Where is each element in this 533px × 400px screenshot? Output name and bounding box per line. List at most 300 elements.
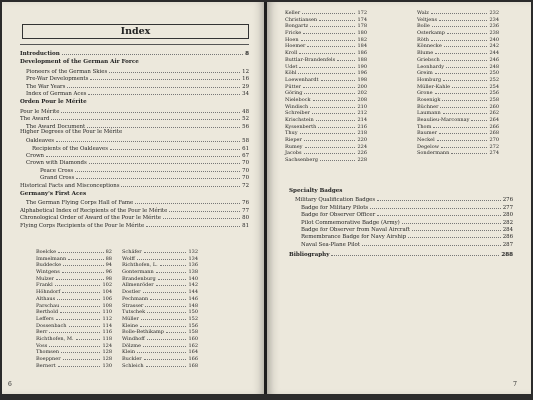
- dot-leader: [56, 314, 101, 320]
- entry-page-number: 110: [102, 309, 112, 316]
- entry-title: Schäfer: [122, 249, 142, 255]
- dot-leader: [402, 218, 501, 224]
- entry-title: Grand Cross: [40, 175, 75, 182]
- entry-title: Windhoff: [122, 335, 145, 342]
- dot-leader: [316, 115, 356, 121]
- entry-title: Hoemer: [285, 43, 306, 50]
- left-page: [2, 2, 265, 394]
- dot-leader: [303, 82, 356, 88]
- dot-leader: [51, 114, 240, 120]
- entry-title: Röth: [417, 36, 430, 43]
- dot-leader: [68, 254, 103, 260]
- dot-leader: [446, 62, 487, 68]
- entry-page-number: 186: [357, 50, 367, 57]
- entry-title: The Award Document: [26, 123, 86, 130]
- dot-leader: [302, 8, 355, 14]
- entry-title: Schleich: [122, 362, 144, 369]
- entry-title: Thom: [417, 123, 432, 130]
- entry-page-number: 34: [242, 90, 249, 97]
- dot-leader: [56, 136, 240, 142]
- dot-leader: [304, 148, 356, 154]
- entry-page-number: 196: [357, 70, 367, 77]
- entry-page-number: 172: [357, 10, 367, 16]
- entry-title: Remembrance Badge for Navy Airship: [301, 234, 407, 241]
- dot-leader: [143, 341, 187, 347]
- entry-title: Crown with Diamonds: [26, 160, 87, 167]
- entry-page-number: 96: [105, 269, 112, 276]
- entry-page-number: 148: [188, 302, 198, 309]
- index-entry: [289, 240, 513, 247]
- entry-page-number: 144: [188, 289, 198, 296]
- index-entry: [20, 99, 249, 106]
- dot-leader: [61, 301, 100, 307]
- dot-leader: [320, 155, 356, 161]
- dot-leader: [75, 166, 240, 172]
- index-entry: [20, 122, 249, 129]
- recipient-entry: [417, 15, 499, 22]
- entry-page-number: 61: [242, 145, 249, 152]
- index-entry: [20, 198, 249, 205]
- entry-title: Berthold: [36, 309, 59, 316]
- entry-page-number: 188: [357, 56, 367, 63]
- entry-page-number: 178: [357, 23, 367, 30]
- index-entry: [289, 232, 513, 239]
- entry-title: Griebsch: [417, 56, 440, 63]
- dot-leader: [443, 75, 487, 81]
- entry-page-number: 81: [242, 222, 249, 229]
- entry-title: Veltjens: [417, 16, 438, 23]
- dot-leader: [370, 203, 501, 209]
- entry-title: Laumann: [417, 110, 441, 117]
- index-entry: [20, 59, 249, 66]
- entry-title: Rosenigk: [417, 96, 441, 103]
- entry-title: Boeppner: [36, 356, 61, 362]
- entry-title: Bongartz: [285, 23, 309, 30]
- entry-title: Voss: [36, 342, 48, 349]
- entry-title: Pilot Commemorative Badge (Army): [301, 219, 400, 226]
- entry-title: Dölzme: [122, 342, 141, 349]
- index-entry: [20, 89, 249, 96]
- entry-title: Baumer: [417, 130, 437, 137]
- index-entry: [20, 144, 249, 151]
- dot-leader: [408, 232, 501, 238]
- entry-title: Kleine: [122, 322, 139, 329]
- entry-title: Bolle: [417, 23, 430, 30]
- name-column-2: [122, 247, 198, 367]
- entry-page-number: 168: [188, 362, 198, 369]
- dot-leader: [439, 128, 487, 134]
- entry-title: The War Years: [26, 83, 66, 90]
- entry-title: Krischstein: [285, 117, 314, 123]
- dot-leader: [442, 95, 487, 101]
- entry-page-number: 276: [502, 197, 513, 204]
- dot-leader: [305, 142, 356, 148]
- entry-title: Buckler: [122, 356, 142, 362]
- dot-leader: [89, 158, 240, 164]
- entry-title: Büchner: [417, 103, 439, 110]
- entry-page-number: 286: [502, 234, 513, 241]
- entry-title: Göring: [285, 90, 303, 97]
- index-entry: [20, 158, 249, 165]
- entry-page-number: 250: [489, 70, 499, 77]
- dot-leader: [67, 82, 240, 88]
- dot-leader: [301, 35, 356, 41]
- entry-page-number: 124: [102, 342, 112, 349]
- entry-page-number: 150: [188, 309, 198, 316]
- entry-title: Althaus: [36, 295, 56, 302]
- entry-page-number: 242: [489, 43, 499, 50]
- entry-title: Rieper: [285, 137, 302, 144]
- dot-leader: [143, 287, 187, 293]
- entry-title: Nielebock: [285, 96, 311, 103]
- index-entry: [20, 74, 249, 81]
- entry-page-number: 226: [357, 150, 367, 157]
- title-rule: [20, 44, 249, 45]
- entry-page-number: 146: [188, 295, 198, 302]
- index-entry: [20, 221, 249, 228]
- entry-page-number: 106: [102, 295, 112, 302]
- entry-page-number: 174: [357, 16, 367, 23]
- entry-title: Thuy: [285, 130, 298, 137]
- dot-leader: [160, 260, 187, 266]
- dot-leader: [150, 294, 186, 300]
- page-number-right: 7: [513, 381, 517, 388]
- entry-page-number: 238: [489, 30, 499, 37]
- index-entry: [20, 213, 249, 220]
- entry-page-number: 218: [357, 130, 367, 137]
- dot-leader: [62, 49, 243, 55]
- dot-leader: [300, 128, 356, 134]
- entry-title: Osterkamp: [417, 30, 445, 37]
- entry-title: Richthofen, M.: [36, 335, 74, 342]
- entry-page-number: 136: [188, 262, 198, 269]
- index-entry: [20, 166, 249, 173]
- entry-title: Kyssenberth: [285, 123, 317, 130]
- entry-page-number: 256: [489, 90, 499, 97]
- name-column-4: [417, 8, 499, 162]
- dot-leader: [63, 260, 104, 266]
- dot-leader: [310, 102, 355, 108]
- dot-leader: [76, 173, 240, 179]
- recipient-entry: [417, 8, 499, 15]
- dot-leader: [310, 21, 355, 27]
- dot-leader: [135, 198, 240, 204]
- dot-leader: [46, 151, 240, 157]
- entry-title: Müller: [122, 315, 139, 322]
- dot-leader: [144, 247, 187, 253]
- entry-page-number: 166: [188, 356, 198, 362]
- entry-page-number: 76: [242, 200, 249, 207]
- dot-leader: [169, 206, 240, 212]
- entry-page-number: 212: [357, 110, 367, 117]
- entry-title: Köhl: [285, 70, 297, 77]
- dot-leader: [87, 122, 240, 128]
- entry-title: Dostler: [122, 289, 141, 296]
- entry-page-number: 134: [188, 255, 198, 262]
- entry-page-number: 118: [102, 335, 112, 342]
- dot-leader: [146, 221, 240, 227]
- entry-page-number: 102: [102, 282, 112, 289]
- entry-page-number: 152: [188, 315, 198, 322]
- entry-page-number: 94: [105, 262, 112, 269]
- dot-leader: [439, 15, 487, 21]
- entry-page-number: 272: [489, 143, 499, 150]
- entry-title: Pre-War Developments: [26, 76, 89, 83]
- entry-page-number: 158: [188, 329, 198, 336]
- dot-leader: [146, 361, 187, 367]
- dot-leader: [156, 267, 187, 273]
- entry-title: Fricke: [285, 30, 302, 37]
- entry-page-number: 220: [357, 137, 367, 144]
- dot-leader: [49, 327, 100, 333]
- entry-title: Rumey: [285, 143, 303, 150]
- entry-title: Peace Cross: [40, 167, 74, 174]
- entry-page-number: 198: [357, 76, 367, 83]
- entry-page-number: 162: [188, 342, 198, 349]
- entry-page-number: 70: [242, 167, 249, 174]
- entry-page-number: 246: [489, 56, 499, 63]
- entry-title: Leffers: [36, 315, 54, 322]
- entry-title: Könnecke: [417, 43, 442, 50]
- entry-title: Müller-Kahle: [417, 83, 451, 90]
- index-entry: [20, 151, 249, 158]
- dot-leader: [109, 67, 240, 73]
- entry-page-number: 266: [489, 123, 499, 130]
- recipient-entry: [285, 8, 367, 15]
- index-entry: [20, 136, 249, 143]
- entry-page-number: 142: [188, 282, 198, 289]
- entry-page-number: 156: [188, 322, 198, 329]
- entry-title: Chronological Order of Award of the Pour le Mérite: [20, 215, 161, 222]
- entry-title: Pechmann: [122, 295, 149, 302]
- dot-leader: [62, 287, 100, 293]
- dot-leader: [304, 88, 355, 94]
- dot-leader: [321, 75, 356, 81]
- entry-title: Kroll: [285, 50, 298, 57]
- dot-leader: [58, 247, 104, 253]
- entry-page-number: 284: [502, 226, 513, 233]
- entry-title: Badge for Military Pilots: [301, 204, 369, 211]
- index-entry: [20, 181, 249, 188]
- entry-page-number: 48: [242, 108, 249, 115]
- dot-leader: [444, 41, 488, 47]
- dot-leader: [431, 8, 488, 14]
- entry-page-number: 260: [489, 103, 499, 110]
- entry-title: Military Qualification Badges: [295, 197, 376, 204]
- entry-title: Badge for Observer from Naval Aircraft: [301, 226, 410, 233]
- entry-title: Development of the German Air Force: [20, 59, 139, 66]
- dot-leader: [49, 341, 100, 347]
- index-entry: [289, 225, 513, 232]
- dot-leader: [88, 89, 240, 95]
- entry-title: Höhndorf: [36, 289, 61, 296]
- entry-title: Flying Corps Recipients of the Pour le Mérite: [20, 222, 145, 229]
- entry-page-number: 232: [489, 10, 499, 16]
- dot-leader: [452, 82, 487, 88]
- dot-leader: [431, 35, 487, 41]
- entry-page-number: 287: [502, 241, 513, 248]
- entry-page-number: 200: [357, 83, 367, 90]
- entry-page-number: 77: [242, 207, 249, 214]
- left-name-columns: [36, 247, 198, 367]
- index-entry: [20, 67, 249, 74]
- index-title: Index: [22, 24, 249, 39]
- entry-title: Index of German Aces: [26, 90, 87, 97]
- entry-page-number: 240: [489, 36, 499, 43]
- entry-title: Orden Pour le Mérite: [20, 99, 87, 106]
- dot-leader: [433, 122, 487, 128]
- index-entry: [289, 210, 513, 217]
- entry-page-number: 108: [102, 302, 112, 309]
- entry-title: Hoen: [285, 36, 299, 43]
- entry-title: Buddecke: [36, 262, 62, 269]
- entry-page-number: 234: [489, 16, 499, 23]
- entry-page-number: 210: [357, 103, 367, 110]
- right-index-entries: [289, 188, 513, 258]
- entry-page-number: 140: [188, 275, 198, 282]
- dot-leader: [121, 181, 240, 187]
- index-entry: [289, 218, 513, 225]
- dot-leader: [60, 307, 100, 313]
- dot-leader: [435, 88, 488, 94]
- entry-title: Wintgens: [36, 269, 60, 276]
- right-name-columns: [285, 8, 499, 162]
- index-entry: [289, 203, 513, 210]
- entry-title: Bolle-Bethikamp: [122, 329, 164, 336]
- dot-leader: [166, 327, 187, 333]
- dot-leader: [377, 210, 501, 216]
- entry-page-number: 254: [489, 83, 499, 90]
- entry-title: Sachsenberg: [285, 157, 318, 164]
- index-entry: [20, 129, 249, 136]
- entry-title: Loewenhardt: [285, 76, 319, 83]
- name-column-3: [285, 8, 367, 162]
- entry-title: Specialty Badges: [289, 188, 343, 194]
- dot-leader: [61, 107, 240, 113]
- entry-page-number: 190: [357, 63, 367, 70]
- entry-page-number: 138: [188, 269, 198, 276]
- entry-page-number: 29: [242, 83, 249, 90]
- entry-title: Germany's First Aces: [20, 191, 87, 198]
- entry-page-number: 114: [102, 322, 112, 329]
- recipient-entry: [417, 41, 499, 48]
- dot-leader: [331, 250, 499, 256]
- entry-title: Introduction: [20, 51, 60, 57]
- entry-title: Boelcke: [36, 249, 57, 255]
- entry-page-number: 70: [242, 175, 249, 182]
- dot-leader: [110, 144, 240, 150]
- entry-page-number: 82: [105, 249, 112, 255]
- entry-page-number: 58: [242, 138, 249, 145]
- entry-page-number: 160: [188, 335, 198, 342]
- index-entry: [289, 250, 513, 257]
- entry-page-number: 104: [102, 289, 112, 296]
- entry-page-number: 228: [357, 157, 367, 164]
- entry-title: Thomsen: [36, 349, 60, 356]
- entry-title: The Award: [20, 116, 50, 123]
- dot-leader: [451, 148, 487, 154]
- dot-leader: [140, 321, 186, 327]
- recipient-entry: [36, 247, 112, 254]
- entry-title: Mulzer: [36, 275, 54, 282]
- dot-leader: [412, 225, 501, 231]
- entry-title: Beaulieu-Marconnay: [417, 117, 470, 123]
- entry-page-number: 16: [242, 76, 249, 83]
- entry-title: Historical Facts and Misconceptions: [20, 182, 120, 189]
- entry-title: Recipients of the Oakleaves: [32, 145, 109, 152]
- dot-leader: [90, 74, 240, 80]
- dot-leader: [442, 55, 488, 61]
- entry-title: Klein: [122, 349, 136, 356]
- entry-title: Leonhardy: [417, 63, 445, 70]
- entry-title: Buttlar-Brandenfels: [285, 56, 336, 63]
- entry-title: Berr: [36, 329, 48, 336]
- dot-leader: [435, 48, 487, 54]
- dot-leader: [303, 28, 355, 34]
- entry-title: Immelmann: [36, 255, 67, 262]
- entry-title: Walz: [417, 10, 429, 16]
- entry-page-number: 184: [357, 43, 367, 50]
- dot-leader: [144, 354, 187, 360]
- dot-leader: [304, 135, 356, 141]
- entry-page-number: 12: [242, 68, 249, 75]
- entry-title: Pütter: [285, 83, 301, 90]
- recipient-entry: [122, 247, 198, 254]
- dot-leader: [435, 68, 488, 74]
- entry-page-number: 282: [502, 219, 513, 226]
- index-entry: [20, 191, 249, 198]
- entry-page-number: 52: [242, 116, 249, 123]
- entry-title: Grone: [417, 90, 433, 97]
- dot-leader: [62, 267, 104, 273]
- dot-leader: [137, 254, 186, 260]
- index-entry: [20, 206, 249, 213]
- entry-page-number: 214: [357, 117, 367, 123]
- entry-title: Udet: [285, 63, 298, 70]
- entry-page-number: 130: [102, 362, 112, 369]
- dot-leader: [147, 334, 187, 340]
- entry-title: Pioneers of the German Skies: [26, 68, 108, 75]
- dot-leader: [298, 68, 355, 74]
- page-number-left: 6: [8, 381, 12, 388]
- dot-leader: [307, 41, 355, 47]
- dot-leader: [55, 280, 101, 286]
- dot-leader: [61, 347, 100, 353]
- entry-page-number: 56: [242, 123, 249, 130]
- entry-page-number: 8: [245, 51, 249, 57]
- entry-title: Dossenbach: [36, 322, 67, 329]
- entry-page-number: 248: [489, 63, 499, 70]
- dot-leader: [141, 314, 187, 320]
- dot-leader: [63, 354, 101, 360]
- entry-page-number: 132: [188, 249, 198, 255]
- entry-title: Degelow: [417, 143, 440, 150]
- entry-page-number: 67: [242, 153, 249, 160]
- entry-title: Brandenburg: [122, 275, 156, 282]
- index-entry: [289, 188, 513, 195]
- entry-title: Wolff: [122, 255, 135, 262]
- entry-title: Bibliography: [289, 252, 330, 259]
- entry-page-number: 208: [357, 96, 367, 103]
- dot-leader: [312, 108, 356, 114]
- entry-title: Allmenröder: [122, 282, 154, 289]
- dot-leader: [145, 301, 186, 307]
- entry-page-number: 288: [501, 252, 513, 259]
- recipient-entry: [285, 75, 367, 82]
- entry-page-number: 116: [102, 329, 112, 336]
- dot-leader: [299, 62, 355, 68]
- dot-leader: [58, 361, 101, 367]
